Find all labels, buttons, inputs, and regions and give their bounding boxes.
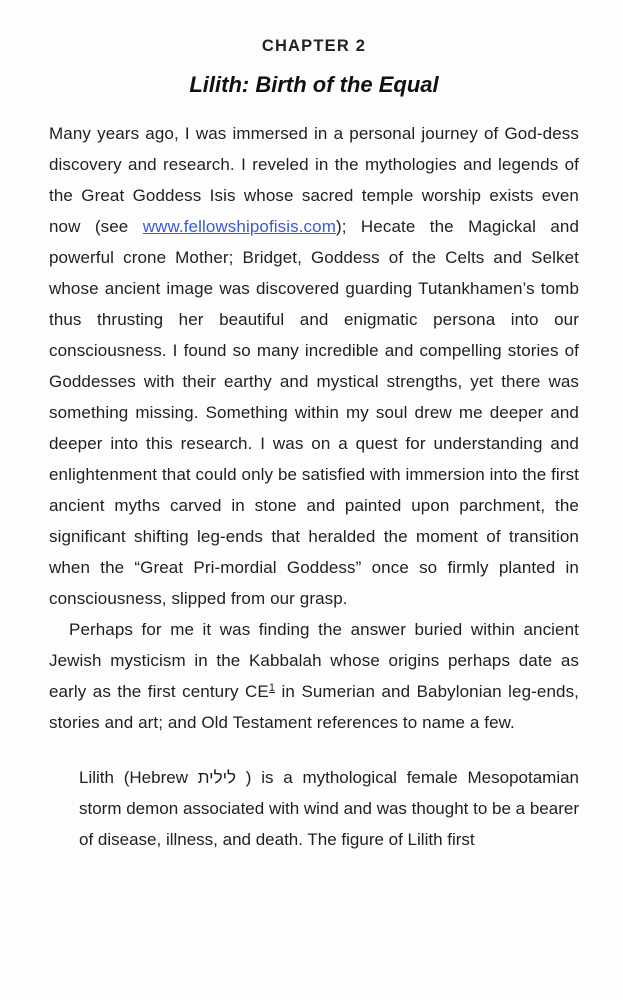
footnote-marker[interactable]: 1 xyxy=(268,682,276,694)
paragraph-text: Many years ago, I was immersed in a personal journey of God-dess discovery and research. I reveled in the mythologies and legends of the Great Goddess Isis whose sacred temple worship exists even now (see xyxy=(49,124,579,236)
paragraph xyxy=(49,614,579,738)
body-text xyxy=(49,118,579,738)
paragraph xyxy=(49,118,579,614)
paragraph-text: in Sumerian and Babylonian leg-ends, stories and art; and Old Testament references to name a few. xyxy=(49,682,579,732)
fellowship-link[interactable]: www.fellowshipofisis.com xyxy=(142,217,336,236)
quote-text: Lilith (Hebrew לילית ) is a mythological female Mesopotamian storm demon associated with wind and was thought to be a bearer of disease, illness, and death. The figure of Lilith first xyxy=(79,768,580,849)
block-quote xyxy=(49,762,579,855)
chapter-title: Lilith: Birth of the Equal xyxy=(189,72,439,97)
paragraph-text: ); Hecate the Magickal and powerful crone Mother; Bridget, Goddess of the Celts and Selket whose ancient image was discovered guarding Tutankhamen’s tomb thus thrusting her beautiful and enigmatic persona into our consciousness. I found so many incredible and compelling stories of Goddesses with their earthy and mystical strengths, yet there was something missing. Something within my soul drew me deeper and deeper into this research. I was on a quest for understanding and enlightenment that could only be satisfied with immersion into the first ancient myths carved in stone and painted upon parchment, the significant shifting leg-ends that heralded the moment of transition when the “Great Pri-mordial Goddess” once so firmly planted in consciousness, slipped from our grasp. xyxy=(49,217,579,608)
chapter-label: CHAPTER 2 xyxy=(261,37,367,55)
paragraph-text: Perhaps for me it was finding the answer buried within ancient Jewish mysticism in the Kabbalah whose origins perhaps date as early as the first century CE xyxy=(49,620,579,701)
